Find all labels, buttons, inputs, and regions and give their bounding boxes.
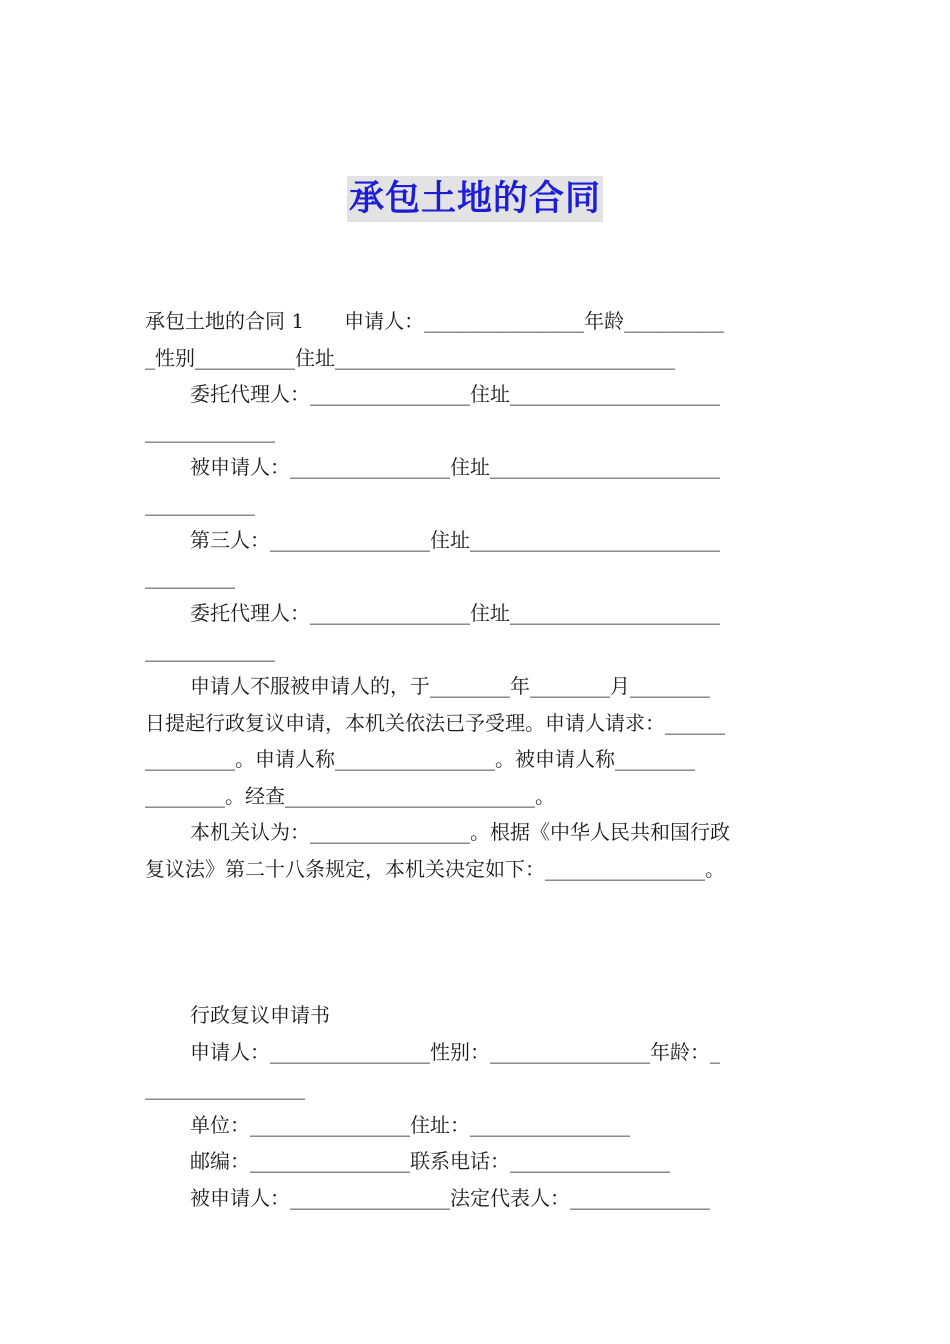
paragraph [145,1143,807,1180]
text-line: _________ [145,564,235,589]
text-line: 申请人：________________性别：________________年龄：_ [190,1039,720,1064]
paragraph [145,1107,807,1144]
paragraph [145,668,807,814]
text-line: 申请人不服被申请人的，于________年________月________ [190,674,710,698]
text-line: 委托代理人：________________住址_____________________ [190,382,720,406]
text-line: _性别__________住址__________________________________ [145,345,675,370]
text-line: 日提起行政复议申请，本机关依法已予受理。申请人请求：______ [145,710,725,735]
paragraph [145,595,807,668]
text-line: 被申请人：________________住址_______________________ [190,455,720,479]
section-spacer [145,887,807,997]
paragraph [145,997,807,1034]
text-line: 承包土地的合同 1 申请人：________________年龄__________ [145,309,725,333]
text-line: 委托代理人：________________住址_____________________ [190,601,720,625]
text-line: _________。申请人称________________。被申请人称________ [145,747,695,771]
document-body [145,303,807,1216]
paragraph [145,1180,807,1217]
text-line: 邮编：________________联系电话：________________ [190,1149,670,1173]
text-line: _____________ [145,418,275,443]
text-line: ________。经查_________________________。 [145,783,555,808]
paragraph [145,303,807,376]
text-line: 复议法》第二十八条规定，本机关决定如下：________________。 [145,856,725,881]
paragraph [145,376,807,449]
text-line: 单位：________________住址：________________ [190,1112,630,1137]
text-line: ________________ [145,1076,305,1100]
text-line: 第三人：________________住址_________________________ [190,528,720,552]
document-title [0,176,950,222]
paragraph [145,522,807,595]
paragraph [145,449,807,522]
text-line: 本机关认为：________________。根据《中华人民共和国行政 [190,820,730,844]
text-line: 行政复议申请书 [190,1003,330,1027]
text-line: _____________ [145,637,275,662]
text-line: 被申请人：________________法定代表人：______________ [190,1185,710,1210]
paragraph [145,1034,807,1107]
paragraph [145,814,807,887]
document-title-text: 承包土地的合同 [347,176,603,222]
text-line: ___________ [145,491,255,516]
